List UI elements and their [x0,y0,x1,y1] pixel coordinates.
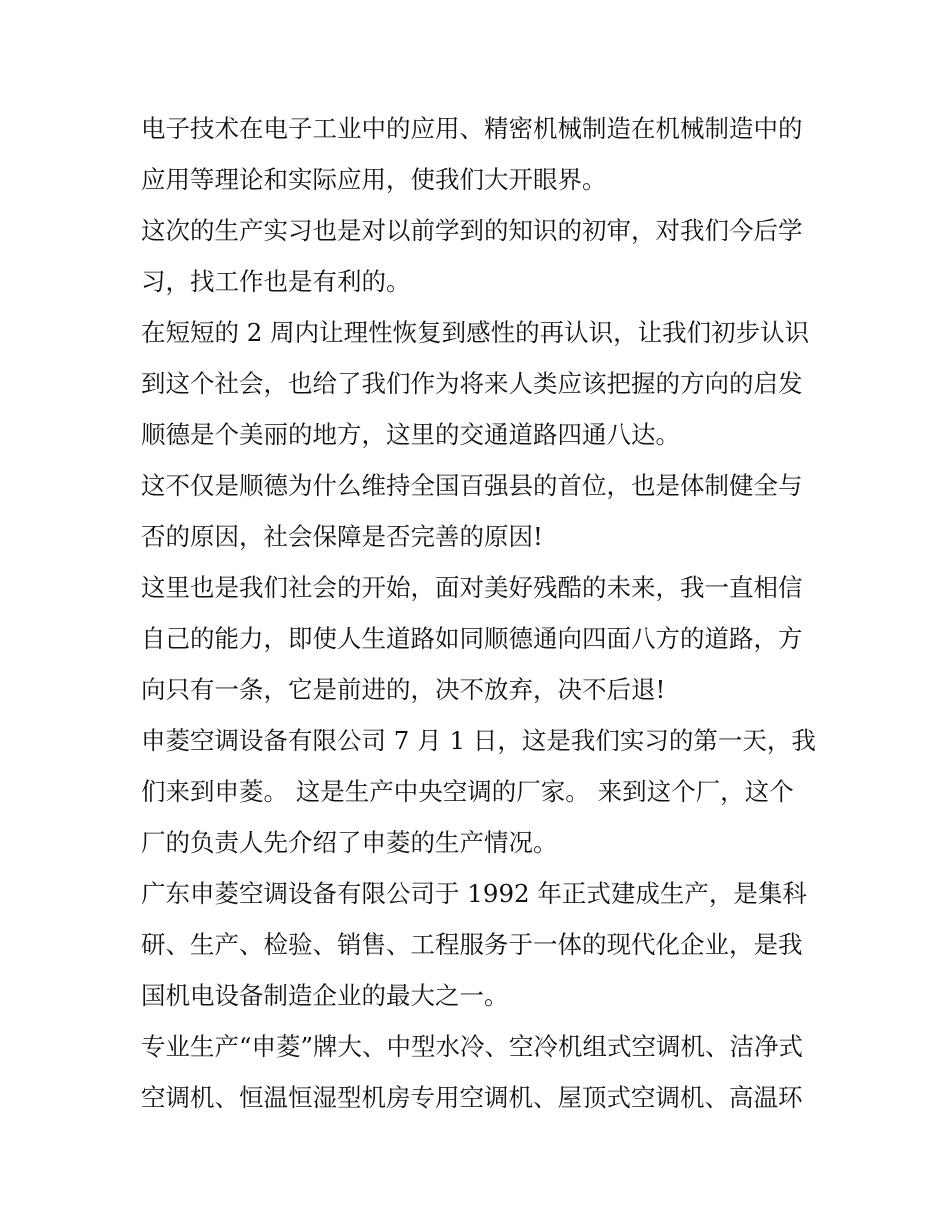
text-line: 厂的负责人先介绍了申菱的生产情况。 [141,828,558,857]
text-line: 国机电设备制造企业的最大之一。 [141,981,509,1010]
text-line: 广东申菱空调设备有限公司于 1992 年正式建成生产，是集科 [141,879,807,908]
text-line: 到这个社会，也给了我们作为将来人类应该把握的方向的启发 [141,369,803,398]
text-line: 否的原因，社会保障是否完善的原因! [141,522,543,551]
text-line: 应用等理论和实际应用，使我们大开眼界。 [141,165,607,194]
text-line: 们来到申菱。 这是生产中央空调的厂家。 来到这个厂，这个 [141,777,794,806]
text-line: 申菱空调设备有限公司 7 月 1 日，这是我们实习的第一天，我 [141,726,816,755]
text-line: 顺德是个美丽的地方，这里的交通道路四通八达。 [141,420,680,449]
document-body [141,103,817,1123]
text-line: 在短短的 2 周内让理性恢复到感性的再认识，让我们初步认识 [141,318,810,347]
text-line: 专业生产“申菱”牌大、中型水冷、空冷机组式空调机、洁净式 [141,1032,804,1061]
text-line: 向只有一条，它是前进的，决不放弃，决不后退! [141,675,666,704]
text-line: 这里也是我们社会的开始，面对美好残酷的未来，我一直相信 [141,573,803,602]
text-line: 电子技术在电子工业中的应用、精密机械制造在机械制造中的 [141,114,803,143]
text-line: 自己的能力，即使人生道路如同顺德通向四面八方的道路，方 [141,624,803,653]
text-line: 空调机、恒温恒湿型机房专用空调机、屋顶式空调机、高温环 [141,1083,803,1112]
text-line: 这次的生产实习也是对以前学到的知识的初审，对我们今后学 [141,216,803,245]
text-line: 习，找工作也是有利的。 [141,267,411,296]
text-line: 研、生产、检验、销售、工程服务于一体的现代化企业，是我 [141,930,803,959]
text-line: 这不仅是顺德为什么维持全国百强县的首位，也是体制健全与 [141,471,803,500]
